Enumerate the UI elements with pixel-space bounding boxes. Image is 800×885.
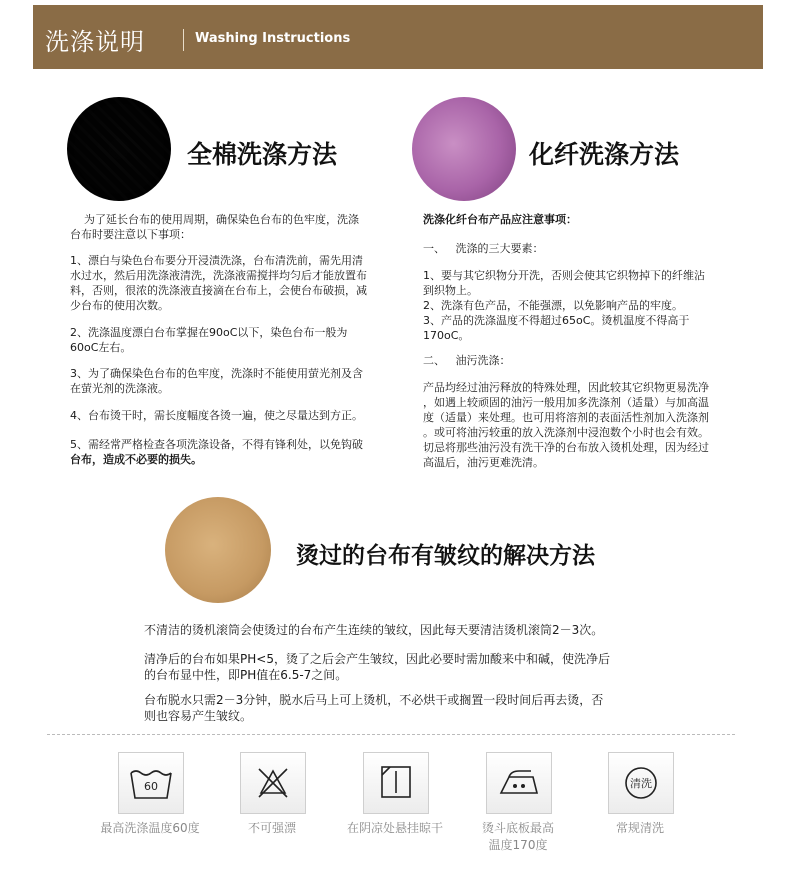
synthetic-fabric-image [412,97,516,201]
cotton-paragraph-1 [70,212,394,242]
text-line: 少台布的使用次数。 [70,299,169,312]
text-line: 2、洗涤有色产品，不能强漂，以免影响产品的牢度。 [423,299,683,312]
text-line: 到织物上。 [423,284,478,297]
text-line: 170oC。 [423,329,470,342]
synthetic-heading: 化纤洗涤方法 [529,140,680,169]
synthetic-section-1: 一、 洗涤的三大要素： [423,242,544,255]
text-line: 产品均经过油污释放的特殊处理，因此较其它织物更易洗净 [423,381,709,394]
iron-icon [486,752,552,814]
text-line: 常规清洗 [615,821,664,835]
synthetic-section-2: 二、 油污洗涤： [423,354,511,367]
text-line: 切忌将那些油污没有洗干净的台布放入烫机处理，因为经过 [423,441,709,454]
text-line: 则也容易产生皱纹。 [144,709,253,723]
wrinkle-heading: 烫过的台布有皱纹的解决方法 [296,543,595,569]
cotton-paragraph-5 [70,408,394,423]
text-line: 台布时要注意以下事项： [70,228,191,241]
wash-temp-text: 60 [144,780,158,793]
wrinkle-paragraph-1 [144,622,684,638]
text-line: 温度170度 [488,838,548,852]
text-line: 在萤光剂的洗涤液。 [70,382,169,395]
text-line: 1、要与其它织物分开洗，否则会使其它织物掉下的纤维沾 [423,269,705,282]
header-bar [33,5,763,69]
icon-label-no-wring [207,820,337,837]
text-line: 1、漂白与染色台布要分开浸渍洗涤，台布清洗前，需先用清 [70,254,363,267]
text-line: 度（适量）来处理。也可用将溶剂的表面活性剂加入洗涤剂 [423,411,709,424]
icon-label-wash-60 [85,820,215,837]
regular-wash-glyph: 清洗 [630,777,652,790]
text-line: 台布，造成不必要的损失。 [70,453,202,466]
text-line: 料，否则，很浓的洗涤液直接滴在台布上，会使台布破损，减 [70,284,367,297]
cotton-paragraph-3 [70,325,394,355]
icon-label-regular-wash [575,820,705,837]
text-line: 水过水，然后用洗涤液清洗，洗涤液需搅拌均匀后才能放置布 [70,269,367,282]
synthetic-title: 洗涤化纤台布产品应注意事项： [423,213,577,226]
cotton-paragraph-6 [70,437,394,467]
icon-label-iron [453,820,583,854]
text-line: 为了延长台布的使用周期，确保染色台布的色牢度，洗涤 [70,213,359,226]
text-line: 清净后的台布如果PH<5，烫了之后会产生皱纹，因此必要时需加酸来中和碱，使洗净后 [144,652,610,666]
regular-wash-icon [608,752,674,814]
header-title-cn: 洗涤说明 [45,28,145,56]
text-line: 的台布显中性，即PH值在6.5-7之间。 [144,668,348,682]
cotton-paragraph-4 [70,366,394,396]
header-title-en: Washing Instructions [195,31,351,46]
icon-label-line-dry [330,820,460,837]
text-line: ，如遇上较顽固的油污一般用加多洗涤剂（适量）与加高温 [423,396,709,409]
text-line: 2、洗涤温度漂白台布掌握在90oC以下，染色台布一般为 [70,326,348,339]
text-line: 烫斗底板最高 [481,821,554,835]
synthetic-items-1 [423,268,736,343]
no-wring-icon [240,752,306,814]
text-line: 5、需经常严格检查各项洗涤设备，不得有锋利处，以免钩破 [70,438,363,451]
text-line: 在阴凉处悬挂晾干 [346,821,443,835]
header-separator [183,29,184,51]
text-line: 不可强漂 [247,821,296,835]
text-line: 3、产品的洗涤温度不得超过65oC。烫机温度不得高于 [423,314,690,327]
wrinkle-paragraph-3 [144,692,684,724]
text-line: 台布脱水只需2－3分钟，脱水后马上可上烫机，不必烘干或搁置一段时间后再去烫，否 [144,693,604,707]
text-line: 高温后，油污更难洗清。 [423,456,544,469]
text-line: 最高洗涤温度60度 [100,821,200,835]
wash-60-icon [118,752,184,814]
wrinkle-paragraph-2 [144,651,684,683]
synthetic-items-2 [423,380,736,470]
cotton-fabric-image [67,97,171,201]
section-divider [47,734,735,735]
text-line: 。或可将油污较重的放入洗涤剂中浸泡数个小时也会有效。 [423,426,709,439]
cotton-paragraph-2 [70,253,394,313]
cotton-heading: 全棉洗涤方法 [187,140,338,169]
wrinkle-fabric-image [165,497,271,603]
text-line: 4、台布烫干时，需长度幅度各烫一遍，使之尽量达到方正。 [70,409,363,422]
text-line: 3、为了确保染色台布的色牢度，洗涤时不能使用萤光剂及含 [70,367,363,380]
line-dry-shade-icon [363,752,429,814]
text-line: 60oC左右。 [70,341,132,354]
text-line: 不清洁的烫机滚筒会使烫过的台布产生连续的皱纹，因此每天要清洁烫机滚筒2－3次。 [144,623,604,637]
